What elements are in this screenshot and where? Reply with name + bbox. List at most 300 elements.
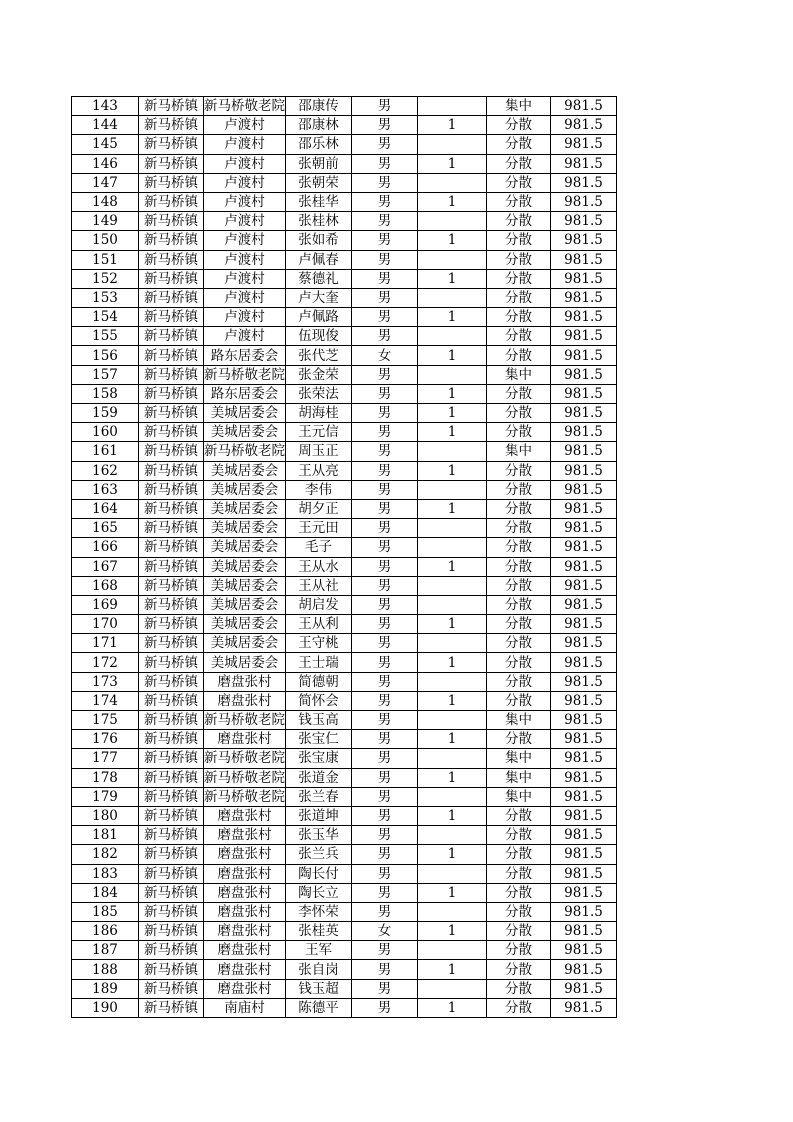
- cell-gender: 男: [352, 97, 418, 116]
- cell-count: [418, 576, 487, 595]
- cell-row-number: 147: [72, 173, 139, 192]
- cell-count: [418, 173, 487, 192]
- cell-village: 磨盘张村: [204, 922, 286, 941]
- cell-amount: 981.5: [551, 423, 617, 442]
- cell-town: 新马桥镇: [139, 192, 204, 211]
- cell-gender: 男: [352, 288, 418, 307]
- cell-row-number: 173: [72, 672, 139, 691]
- cell-care-type: 分散: [487, 423, 551, 442]
- cell-count: 1: [418, 423, 487, 442]
- cell-gender: 男: [352, 902, 418, 921]
- cell-care-type: 分散: [487, 519, 551, 538]
- table-row: [72, 634, 617, 653]
- cell-name: 简德朝: [286, 672, 352, 691]
- cell-count: 1: [418, 557, 487, 576]
- cell-gender: 男: [352, 173, 418, 192]
- cell-amount: 981.5: [551, 672, 617, 691]
- cell-village: 卢渡村: [204, 135, 286, 154]
- cell-count: 1: [418, 308, 487, 327]
- cell-row-number: 171: [72, 634, 139, 653]
- cell-gender: 男: [352, 826, 418, 845]
- cell-gender: 男: [352, 538, 418, 557]
- table-row: [72, 864, 617, 883]
- table-row: [72, 922, 617, 941]
- cell-gender: 男: [352, 192, 418, 211]
- cell-name: 胡启发: [286, 595, 352, 614]
- cell-name: 张宝仁: [286, 730, 352, 749]
- cell-town: 新马桥镇: [139, 154, 204, 173]
- cell-name: 陶长付: [286, 864, 352, 883]
- cell-count: 1: [418, 768, 487, 787]
- cell-amount: 981.5: [551, 308, 617, 327]
- cell-gender: 男: [352, 615, 418, 634]
- cell-care-type: 集中: [487, 442, 551, 461]
- table-row: [72, 768, 617, 787]
- cell-town: 新马桥镇: [139, 960, 204, 979]
- cell-care-type: 分散: [487, 941, 551, 960]
- cell-count: 1: [418, 461, 487, 480]
- cell-name: 蔡德礼: [286, 269, 352, 288]
- cell-row-number: 152: [72, 269, 139, 288]
- cell-amount: 981.5: [551, 480, 617, 499]
- cell-care-type: 分散: [487, 615, 551, 634]
- cell-town: 新马桥镇: [139, 384, 204, 403]
- cell-count: 1: [418, 960, 487, 979]
- cell-name: 张道金: [286, 768, 352, 787]
- cell-gender: 男: [352, 308, 418, 327]
- cell-care-type: 分散: [487, 499, 551, 518]
- cell-amount: 981.5: [551, 595, 617, 614]
- cell-village: 美城居委会: [204, 519, 286, 538]
- cell-row-number: 183: [72, 864, 139, 883]
- cell-gender: 男: [352, 883, 418, 902]
- cell-care-type: 分散: [487, 557, 551, 576]
- cell-name: 张桂英: [286, 922, 352, 941]
- table-row: [72, 480, 617, 499]
- cell-row-number: 167: [72, 557, 139, 576]
- cell-count: [418, 135, 487, 154]
- cell-count: 1: [418, 231, 487, 250]
- cell-town: 新马桥镇: [139, 864, 204, 883]
- cell-care-type: 集中: [487, 787, 551, 806]
- cell-row-number: 156: [72, 346, 139, 365]
- cell-count: [418, 941, 487, 960]
- table-row: [72, 883, 617, 902]
- cell-care-type: 分散: [487, 960, 551, 979]
- cell-care-type: 集中: [487, 711, 551, 730]
- table-row: [72, 691, 617, 710]
- cell-care-type: 分散: [487, 634, 551, 653]
- cell-care-type: 分散: [487, 653, 551, 672]
- cell-name: 卢佩路: [286, 308, 352, 327]
- cell-amount: 981.5: [551, 749, 617, 768]
- cell-village: 磨盘张村: [204, 864, 286, 883]
- cell-gender: 男: [352, 979, 418, 998]
- table-row: [72, 749, 617, 768]
- cell-care-type: 分散: [487, 173, 551, 192]
- cell-name: 张桂华: [286, 192, 352, 211]
- cell-village: 美城居委会: [204, 404, 286, 423]
- table-row: [72, 787, 617, 806]
- cell-count: [418, 979, 487, 998]
- cell-village: 新马桥敬老院: [204, 750, 285, 767]
- cell-amount: 981.5: [551, 902, 617, 921]
- cell-name: 毛子: [286, 538, 352, 557]
- cell-village: 新马桥敬老院: [204, 788, 285, 805]
- cell-town: 新马桥镇: [139, 768, 204, 787]
- cell-village: 美城居委会: [204, 538, 286, 557]
- cell-name: 王从亮: [286, 461, 352, 480]
- cell-row-number: 146: [72, 154, 139, 173]
- cell-count: 1: [418, 269, 487, 288]
- table-row: [72, 538, 617, 557]
- cell-amount: 981.5: [551, 327, 617, 346]
- cell-gender: 男: [352, 787, 418, 806]
- cell-count: 1: [418, 806, 487, 825]
- cell-town: 新马桥镇: [139, 787, 204, 806]
- cell-care-type: 分散: [487, 250, 551, 269]
- cell-count: [418, 97, 487, 116]
- cell-name: 李怀荣: [286, 902, 352, 921]
- cell-row-number: 145: [72, 135, 139, 154]
- cell-name: 张兰春: [286, 787, 352, 806]
- table-body: [72, 97, 617, 1018]
- cell-town: 新马桥镇: [139, 173, 204, 192]
- cell-count: 1: [418, 883, 487, 902]
- cell-count: 1: [418, 998, 487, 1017]
- cell-gender: 男: [352, 269, 418, 288]
- cell-village: 磨盘张村: [204, 979, 286, 998]
- table-row: [72, 288, 617, 307]
- cell-village: 磨盘张村: [204, 902, 286, 921]
- table-row: [72, 499, 617, 518]
- cell-row-number: 166: [72, 538, 139, 557]
- cell-village: 新马桥敬老院: [204, 98, 285, 115]
- cell-name: 王士瑞: [286, 653, 352, 672]
- cell-village: 南庙村: [204, 998, 286, 1017]
- cell-amount: 981.5: [551, 883, 617, 902]
- cell-count: [418, 826, 487, 845]
- cell-row-number: 175: [72, 711, 139, 730]
- cell-count: [418, 288, 487, 307]
- cell-town: 新马桥镇: [139, 442, 204, 461]
- cell-gender: 男: [352, 691, 418, 710]
- cell-name: 张荣法: [286, 384, 352, 403]
- table-row: [72, 730, 617, 749]
- table-row: [72, 845, 617, 864]
- cell-town: 新马桥镇: [139, 499, 204, 518]
- cell-count: 1: [418, 653, 487, 672]
- cell-town: 新马桥镇: [139, 116, 204, 135]
- cell-gender: 男: [352, 212, 418, 231]
- cell-name: 卢大奎: [286, 288, 352, 307]
- cell-village: 美城居委会: [204, 423, 286, 442]
- cell-amount: 981.5: [551, 634, 617, 653]
- cell-amount: 981.5: [551, 806, 617, 825]
- table-row: [72, 615, 617, 634]
- cell-count: [418, 672, 487, 691]
- cell-town: 新马桥镇: [139, 231, 204, 250]
- table-row: [72, 327, 617, 346]
- cell-row-number: 170: [72, 615, 139, 634]
- cell-town: 新马桥镇: [139, 135, 204, 154]
- table-row: [72, 308, 617, 327]
- cell-town: 新马桥镇: [139, 998, 204, 1017]
- cell-town: 新马桥镇: [139, 423, 204, 442]
- cell-care-type: 分散: [487, 288, 551, 307]
- cell-village: 磨盘张村: [204, 960, 286, 979]
- cell-care-type: 分散: [487, 154, 551, 173]
- cell-row-number: 148: [72, 192, 139, 211]
- table-row: [72, 173, 617, 192]
- cell-gender: 女: [352, 922, 418, 941]
- cell-name: 简怀会: [286, 691, 352, 710]
- cell-amount: 981.5: [551, 960, 617, 979]
- cell-name: 王元信: [286, 423, 352, 442]
- cell-row-number: 165: [72, 519, 139, 538]
- cell-town: 新马桥镇: [139, 634, 204, 653]
- cell-count: 1: [418, 404, 487, 423]
- cell-name: 王从利: [286, 615, 352, 634]
- cell-gender: 男: [352, 327, 418, 346]
- cell-name: 邵康传: [286, 97, 352, 116]
- cell-village: 磨盘张村: [204, 941, 286, 960]
- cell-care-type: 分散: [487, 269, 551, 288]
- cell-count: 1: [418, 384, 487, 403]
- cell-count: 1: [418, 116, 487, 135]
- cell-row-number: 174: [72, 691, 139, 710]
- cell-town: 新马桥镇: [139, 327, 204, 346]
- cell-care-type: 集中: [487, 749, 551, 768]
- cell-amount: 981.5: [551, 212, 617, 231]
- cell-name: 钱玉高: [286, 711, 352, 730]
- cell-amount: 981.5: [551, 384, 617, 403]
- cell-amount: 981.5: [551, 154, 617, 173]
- cell-row-number: 184: [72, 883, 139, 902]
- cell-amount: 981.5: [551, 173, 617, 192]
- cell-gender: 男: [352, 404, 418, 423]
- cell-town: 新马桥镇: [139, 308, 204, 327]
- cell-town: 新马桥镇: [139, 212, 204, 231]
- cell-town: 新马桥镇: [139, 595, 204, 614]
- roster-table: [71, 96, 617, 1018]
- cell-town: 新马桥镇: [139, 615, 204, 634]
- cell-town: 新马桥镇: [139, 730, 204, 749]
- cell-village: 磨盘张村: [204, 691, 286, 710]
- cell-amount: 981.5: [551, 116, 617, 135]
- table-row: [72, 461, 617, 480]
- cell-gender: 男: [352, 116, 418, 135]
- table-row: [72, 941, 617, 960]
- cell-town: 新马桥镇: [139, 922, 204, 941]
- cell-count: [418, 864, 487, 883]
- cell-town: 新马桥镇: [139, 653, 204, 672]
- cell-amount: 981.5: [551, 845, 617, 864]
- cell-village: 卢渡村: [204, 327, 286, 346]
- cell-amount: 981.5: [551, 288, 617, 307]
- cell-amount: 981.5: [551, 365, 617, 384]
- cell-name: 张如希: [286, 231, 352, 250]
- cell-amount: 981.5: [551, 97, 617, 116]
- cell-amount: 981.5: [551, 730, 617, 749]
- cell-care-type: 分散: [487, 730, 551, 749]
- cell-count: [418, 787, 487, 806]
- cell-town: 新马桥镇: [139, 519, 204, 538]
- cell-amount: 981.5: [551, 519, 617, 538]
- cell-row-number: 164: [72, 499, 139, 518]
- cell-amount: 981.5: [551, 442, 617, 461]
- cell-care-type: 分散: [487, 308, 551, 327]
- cell-name: 张玉华: [286, 826, 352, 845]
- cell-gender: 男: [352, 749, 418, 768]
- cell-amount: 981.5: [551, 864, 617, 883]
- cell-village: 美城居委会: [204, 480, 286, 499]
- cell-village: 美城居委会: [204, 615, 286, 634]
- cell-gender: 男: [352, 365, 418, 384]
- cell-amount: 981.5: [551, 135, 617, 154]
- cell-count: [418, 365, 487, 384]
- cell-gender: 男: [352, 941, 418, 960]
- cell-name: 张道坤: [286, 806, 352, 825]
- cell-care-type: 分散: [487, 691, 551, 710]
- cell-town: 新马桥镇: [139, 97, 204, 116]
- cell-amount: 981.5: [551, 557, 617, 576]
- cell-row-number: 157: [72, 365, 139, 384]
- cell-gender: 男: [352, 384, 418, 403]
- cell-town: 新马桥镇: [139, 250, 204, 269]
- cell-care-type: 分散: [487, 845, 551, 864]
- cell-care-type: 分散: [487, 384, 551, 403]
- cell-count: 1: [418, 922, 487, 941]
- cell-name: 王军: [286, 941, 352, 960]
- table-row: [72, 192, 617, 211]
- cell-care-type: 分散: [487, 192, 551, 211]
- cell-gender: 男: [352, 634, 418, 653]
- cell-row-number: 159: [72, 404, 139, 423]
- cell-amount: 981.5: [551, 979, 617, 998]
- table-row: [72, 423, 617, 442]
- cell-town: 新马桥镇: [139, 941, 204, 960]
- cell-row-number: 153: [72, 288, 139, 307]
- cell-gender: 男: [352, 423, 418, 442]
- table-row: [72, 595, 617, 614]
- cell-count: [418, 634, 487, 653]
- cell-row-number: 161: [72, 442, 139, 461]
- cell-town: 新马桥镇: [139, 806, 204, 825]
- cell-row-number: 144: [72, 116, 139, 135]
- cell-amount: 981.5: [551, 404, 617, 423]
- cell-count: 1: [418, 730, 487, 749]
- cell-count: 1: [418, 154, 487, 173]
- table-row: [72, 711, 617, 730]
- cell-village: 卢渡村: [204, 308, 286, 327]
- cell-care-type: 分散: [487, 327, 551, 346]
- cell-village: 卢渡村: [204, 154, 286, 173]
- cell-name: 王守桃: [286, 634, 352, 653]
- cell-amount: 981.5: [551, 461, 617, 480]
- cell-village: 卢渡村: [204, 173, 286, 192]
- cell-name: 陈德平: [286, 998, 352, 1017]
- cell-row-number: 186: [72, 922, 139, 941]
- cell-row-number: 155: [72, 327, 139, 346]
- cell-count: [418, 327, 487, 346]
- cell-name: 张代芝: [286, 346, 352, 365]
- cell-count: [418, 902, 487, 921]
- cell-row-number: 185: [72, 902, 139, 921]
- cell-care-type: 分散: [487, 826, 551, 845]
- cell-count: 1: [418, 845, 487, 864]
- cell-gender: 女: [352, 346, 418, 365]
- cell-town: 新马桥镇: [139, 288, 204, 307]
- cell-town: 新马桥镇: [139, 979, 204, 998]
- cell-count: [418, 749, 487, 768]
- table-row: [72, 346, 617, 365]
- cell-amount: 981.5: [551, 787, 617, 806]
- cell-care-type: 分散: [487, 538, 551, 557]
- cell-village: 磨盘张村: [204, 672, 286, 691]
- cell-name: 胡海桂: [286, 404, 352, 423]
- cell-gender: 男: [352, 480, 418, 499]
- cell-village: 新马桥敬老院: [204, 443, 285, 460]
- table-row: [72, 979, 617, 998]
- cell-name: 周玉正: [286, 442, 352, 461]
- table-row: [72, 672, 617, 691]
- cell-town: 新马桥镇: [139, 269, 204, 288]
- cell-village: 卢渡村: [204, 250, 286, 269]
- cell-name: 钱玉超: [286, 979, 352, 998]
- table-row: [72, 826, 617, 845]
- cell-care-type: 集中: [487, 97, 551, 116]
- cell-village: 美城居委会: [204, 595, 286, 614]
- cell-count: 1: [418, 192, 487, 211]
- table-row: [72, 269, 617, 288]
- table-row: [72, 557, 617, 576]
- cell-name: 胡夕正: [286, 499, 352, 518]
- cell-name: 李伟: [286, 480, 352, 499]
- cell-town: 新马桥镇: [139, 672, 204, 691]
- cell-town: 新马桥镇: [139, 749, 204, 768]
- cell-row-number: 169: [72, 595, 139, 614]
- cell-amount: 981.5: [551, 192, 617, 211]
- cell-amount: 981.5: [551, 998, 617, 1017]
- cell-row-number: 182: [72, 845, 139, 864]
- cell-village: 磨盘张村: [204, 806, 286, 825]
- table-row: [72, 212, 617, 231]
- cell-amount: 981.5: [551, 941, 617, 960]
- cell-town: 新马桥镇: [139, 480, 204, 499]
- cell-amount: 981.5: [551, 922, 617, 941]
- cell-town: 新马桥镇: [139, 404, 204, 423]
- table-row: [72, 576, 617, 595]
- cell-count: [418, 519, 487, 538]
- cell-care-type: 分散: [487, 212, 551, 231]
- table-row: [72, 519, 617, 538]
- cell-amount: 981.5: [551, 653, 617, 672]
- cell-row-number: 149: [72, 212, 139, 231]
- cell-row-number: 187: [72, 941, 139, 960]
- cell-row-number: 176: [72, 730, 139, 749]
- cell-count: 1: [418, 499, 487, 518]
- cell-town: 新马桥镇: [139, 461, 204, 480]
- cell-village: 路东居委会: [204, 384, 286, 403]
- cell-row-number: 143: [72, 97, 139, 116]
- cell-name: 邵康林: [286, 116, 352, 135]
- cell-amount: 981.5: [551, 269, 617, 288]
- cell-village: 卢渡村: [204, 192, 286, 211]
- cell-gender: 男: [352, 672, 418, 691]
- cell-village: 卢渡村: [204, 212, 286, 231]
- cell-town: 新马桥镇: [139, 576, 204, 595]
